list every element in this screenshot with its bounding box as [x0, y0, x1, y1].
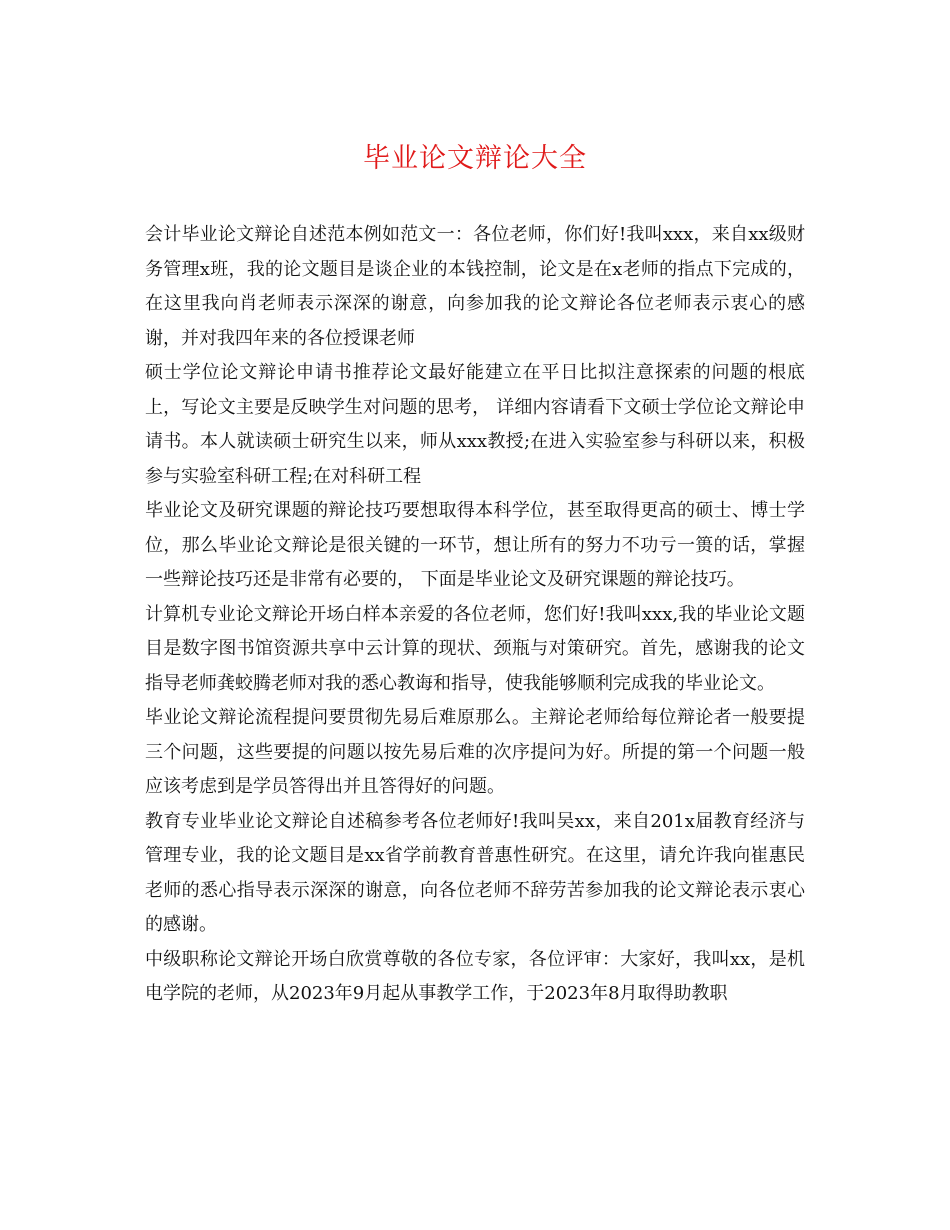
document-body: [145, 218, 805, 1012]
paragraph-computer-science-opening: 计算机专业论文辩论开场白样本亲爱的各位老师，您们好!我叫xxx,我的毕业论文题目是数字图书馆资源共享中云计算的现状、颈瓶与对策研究。首先，感谢我的论文指导老师龚蛟腾老师对我的悉心教诲和指导，使我能够顺利完成我的毕业论文。: [145, 603, 805, 694]
paragraph-defense-techniques: 毕业论文及研究课题的辩论技巧要想取得本科学位，甚至取得更高的硕士、博士学位，那么毕业论文辩论是很关键的一环节，想让所有的努力不功亏一篑的话，掌握一些辩论技巧还是非常有必要的， 下面是毕业论文及研究课题的辩论技巧。: [145, 500, 805, 590]
paragraph-accounting-defense: 会计毕业论文辩论自述范本例如范文一：各位老师，你们好!我叫xxx，来自xx级财务管理x班，我的论文题目是谈企业的本钱控制，论文是在x老师的指点下完成的，在这里我向肖老师表示深深的谢意，向参加我的论文辩论各位老师表示衷心的感谢，并对我四年来的各位授课老师: [145, 224, 805, 349]
paragraph-education-self-statement: 教育专业毕业论文辩论自述稿参考各位老师好!我叫吴xx，来自201x届教育经济与管理专业，我的论文题目是xx省学前教育普惠性研究。在这里，请允许我向崔惠民老师的悉心指导表示深深的谢意，向各位老师不辞劳苦参加我的论文辩论表示衷心的感谢。: [145, 810, 805, 935]
paragraph-intermediate-title-opening: 中级职称论文辩论开场白欣赏尊敬的各位专家，各位评审：大家好，我叫xx，是机电学院的老师，从2023年9月起从事教学工作，于2023年8月取得助教职: [145, 948, 805, 1004]
paragraph-defense-process: 毕业论文辩论流程提问要贯彻先易后难原那么。主辩论老师给每位辩论者一般要提三个问题，这些要提的问题以按先易后难的次序提问为好。所提的第一个问题一般应该考虑到是学员答得出并且答得好的问题。: [145, 707, 805, 797]
document-title: 毕业论文辩论大全: [363, 143, 587, 174]
paragraph-masters-application: 硕士学位论文辩论申请书推荐论文最好能建立在平日比拟注意探索的问题的根底上，写论文主要是反映学生对问题的思考， 详细内容请看下文硕士学位论文辩论申请书。本人就读硕士研究生以来，师从xxx教授;在进入实验室参与科研以来，积极参与实验室科研工程;在对科研工程: [145, 362, 805, 487]
